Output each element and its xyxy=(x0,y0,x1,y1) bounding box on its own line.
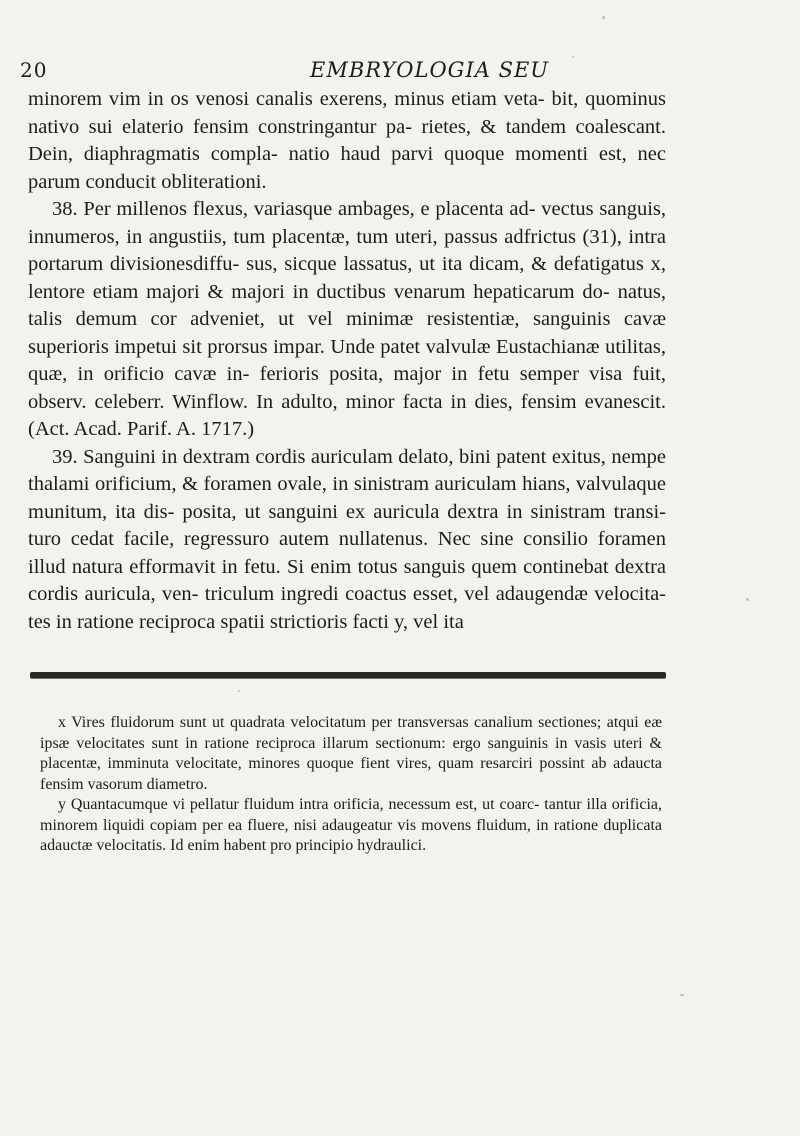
paper-speck xyxy=(602,16,605,19)
footnote-x xyxy=(40,713,662,795)
footnotes xyxy=(40,713,662,857)
page-header xyxy=(20,58,660,86)
paper-speck xyxy=(746,598,749,601)
footnote-y-mark: y xyxy=(58,796,66,813)
paragraph-38: 38. Per millenos flexus, variasque ambages, e placenta ad- vectus sanguis, innumeros, in angustiis, tum placentæ, tum uteri, passus adfrictus (31), intra portarum divisionesdiffu- sus, sicque lassatus, ut ita dicam, & defatigatus x, lentore etiam majori & majori in ductibus venarum hepaticarum do- natus, talis demum cor adveniet, ut vel minimæ resistentiæ, sanguinis cavæ superioris impetui sit prorsus impar. Unde patet valvulæ Eustachianæ utilitas, quæ, in orificio cavæ in- ferioris posita, major in fetu semper visa fuit, observ. celeberr. Winflow. In adulto, minor facta in dies, fensim evanescit. (Act. Acad. Parif. A. 1717.) xyxy=(28,198,666,440)
footnote-x-mark: x xyxy=(58,714,66,731)
footnote-x-text: Vires fluidorum sunt ut quadrata velocitatum per transversas canalium sectiones; atqui eæ ipsæ velocitates sunt in ratione reciproca illarum sectionum: ergo sanguinis in vasis uteri & placentæ, imminuta velocitate, minores quoque fient vires, quam resarciri possint ab adaucta fensim vasorum diametro. xyxy=(40,714,662,793)
footnote-y-text: Quantacumque vi pellatur fluidum intra orificia, necessum est, ut coarc- tantur illa orificia, minorem liquidi copiam per ea fluere, nisi adaugeatur vis movens fluidum, in ratione duplicata adauctæ velocitatis. Id enim habent pro principio hydraulici. xyxy=(40,796,662,854)
paper-speck xyxy=(238,690,240,692)
footnote-divider-rule xyxy=(30,672,666,678)
running-title: EMBRYOLOGIA SEU xyxy=(310,58,549,82)
paper-speck xyxy=(680,994,684,996)
paragraph-continuation: minorem vim in os venosi canalis exerens, minus etiam veta- bit, quominus nativo sui elaterio fensim constringantur pa- rietes, & tandem coalescant. Dein, diaphragmatis compla- natio haud parvi quoque momenti est, nec parum conducit obliterationi. xyxy=(28,88,666,193)
page-number: 20 xyxy=(20,58,48,82)
paragraph-39: 39. Sanguini in dextram cordis auriculam delato, bini patent exitus, nempe thalami orificium, & foramen ovale, in sinistram auriculam hians, valvulaque munitum, ita dis- posita, ut sanguini ex auricula dextra in sinistram transi- turo cedat facile, regressuro autem nullatenus. Nec sine consilio foramen illud natura efformavit in fetu. Si enim totus sanguis quem continebat dextra cordis auricula, ven- triculum ingredi coactus esset, vel adaugendæ velocita- tes in ratione reciproca spatii strictioris facti y, vel ita xyxy=(28,445,666,633)
main-text xyxy=(28,86,666,636)
footnote-y xyxy=(40,795,662,857)
paper-speck xyxy=(572,56,574,58)
